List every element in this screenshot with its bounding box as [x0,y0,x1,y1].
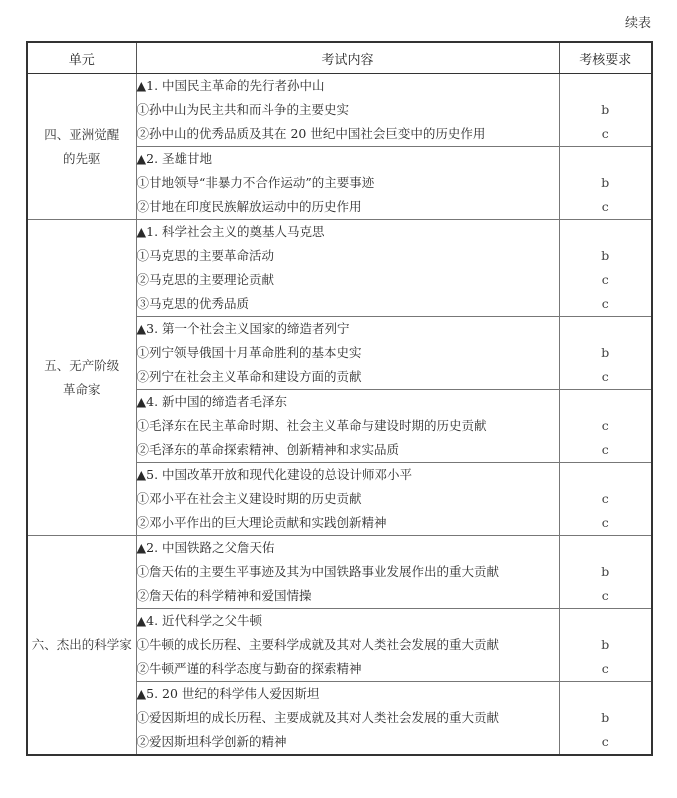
requirement-level: c [601,369,609,384]
header-row [27,42,652,74]
item-point: ②马克思的主要理论贡献 [136,272,275,287]
requirement-spacer [560,147,652,171]
item-point: ②爱因斯坦科学创新的精神 [136,734,287,749]
requirement-spacer [560,317,652,341]
header-requirement: 考核要求 [559,42,652,74]
requirement-level: c [601,661,609,676]
item-point: ②牛顿严谨的科学态度与勤奋的探索精神 [136,661,362,676]
requirement-cell [559,74,652,147]
content-cell [136,74,559,147]
item-point: ②詹天佑的科学精神和爱国情操 [136,588,312,603]
item-point: ②列宁在社会主义革命和建设方面的贡献 [136,369,362,384]
item-point: ②孙中山的优秀品质及其在 20 世纪中国社会巨变中的历史作用 [136,126,486,141]
unit-label-line: 四、亚洲觉醒 [44,126,120,142]
unit-cell [27,220,136,536]
requirement-level: c [601,734,609,749]
unit-label-line: 六、杰出的科学家 [31,637,132,652]
item-point: ①邓小平在社会主义建设时期的历史贡献 [136,491,362,506]
item-title: ▲5. 20 世纪的科学伟人爱因斯坦 [136,686,320,701]
item-title: ▲1. 科学社会主义的奠基人马克思 [136,224,325,239]
item-point: ①孙中山为民主共和而斗争的主要史实 [136,102,350,117]
requirement-spacer [560,463,652,487]
item-point: ②毛泽东的革命探索精神、创新精神和求实品质 [136,442,400,457]
item-point: ②甘地在印度民族解放运动中的历史作用 [136,199,362,214]
requirement-level: c [601,296,609,311]
unit-label-line: 五、无产阶级 [44,357,120,373]
requirement-level: b [601,637,610,652]
requirement-spacer [560,390,652,414]
content-cell [136,390,559,463]
requirement-level: b [601,248,610,263]
table-caption: 续表 [624,16,651,31]
requirement-level: b [601,175,610,190]
unit-cell [27,536,136,756]
unit-label-line: 的先驱 [62,150,101,166]
requirement-cell [559,220,652,317]
item-title: ▲4. 近代科学之父牛顿 [136,613,263,628]
content-cell [136,317,559,390]
requirement-level: c [601,418,609,433]
content-cell [136,147,559,220]
header-content: 考试内容 [136,42,559,74]
unit-cell [27,74,136,220]
requirement-level: c [601,515,609,530]
table-row [27,220,652,317]
item-point: ①列宁领导俄国十月革命胜利的基本史实 [136,345,362,360]
content-cell [136,682,559,756]
item-point: ①马克思的主要革命活动 [136,248,275,263]
requirement-level: c [601,126,609,141]
requirement-level: b [601,345,610,360]
requirement-level: c [601,588,609,603]
requirement-level: b [601,710,610,725]
requirement-spacer [560,609,652,633]
requirement-cell [559,317,652,390]
table-row [27,74,652,147]
item-title: ▲3. 第一个社会主义国家的缔造者列宁 [136,321,350,336]
requirement-cell [559,536,652,609]
table-body [27,74,652,756]
requirement-spacer [560,536,652,560]
requirement-cell [559,609,652,682]
item-point: ①毛泽东在民主革命时期、社会主义革命与建设时期的历史贡献 [136,418,487,433]
content-cell [136,536,559,609]
requirement-cell [559,463,652,536]
item-title: ▲4. 新中国的缔造者毛泽东 [136,394,288,409]
item-point: ①甘地领导“非暴力不合作运动”的主要事迹 [136,175,375,190]
header-unit: 单元 [27,42,136,74]
requirement-cell [559,682,652,756]
unit-label-line: 革命家 [62,381,101,397]
content-cell [136,463,559,536]
requirement-spacer [560,682,652,706]
item-title: ▲1. 中国民主革命的先行者孙中山 [136,78,325,93]
requirement-level: c [601,199,609,214]
table-row [27,536,652,609]
item-point: ②邓小平作出的巨大理论贡献和实践创新精神 [136,515,387,530]
item-point: ③马克思的优秀品质 [136,296,250,311]
content-cell [136,220,559,317]
requirement-level: c [601,272,609,287]
item-title: ▲2. 圣雄甘地 [136,151,213,166]
content-cell [136,609,559,682]
item-title: ▲5. 中国改革开放和现代化建设的总设计师邓小平 [136,467,413,482]
item-point: ①詹天佑的主要生平事迹及其为中国铁路事业发展作出的重大贡献 [136,564,500,579]
requirement-level: c [601,491,609,506]
item-title: ▲2. 中国铁路之父詹天佑 [136,540,275,555]
requirement-level: c [601,442,609,457]
exam-requirements-table [26,41,653,756]
requirement-cell [559,147,652,220]
item-point: ①爱因斯坦的成长历程、主要成就及其对人类社会发展的重大贡献 [136,710,500,725]
requirement-spacer [560,220,652,244]
requirement-spacer [560,74,652,98]
item-point: ①牛顿的成长历程、主要科学成就及其对人类社会发展的重大贡献 [136,637,500,652]
requirement-level: b [601,564,610,579]
requirement-level: b [601,102,610,117]
requirement-cell [559,390,652,463]
